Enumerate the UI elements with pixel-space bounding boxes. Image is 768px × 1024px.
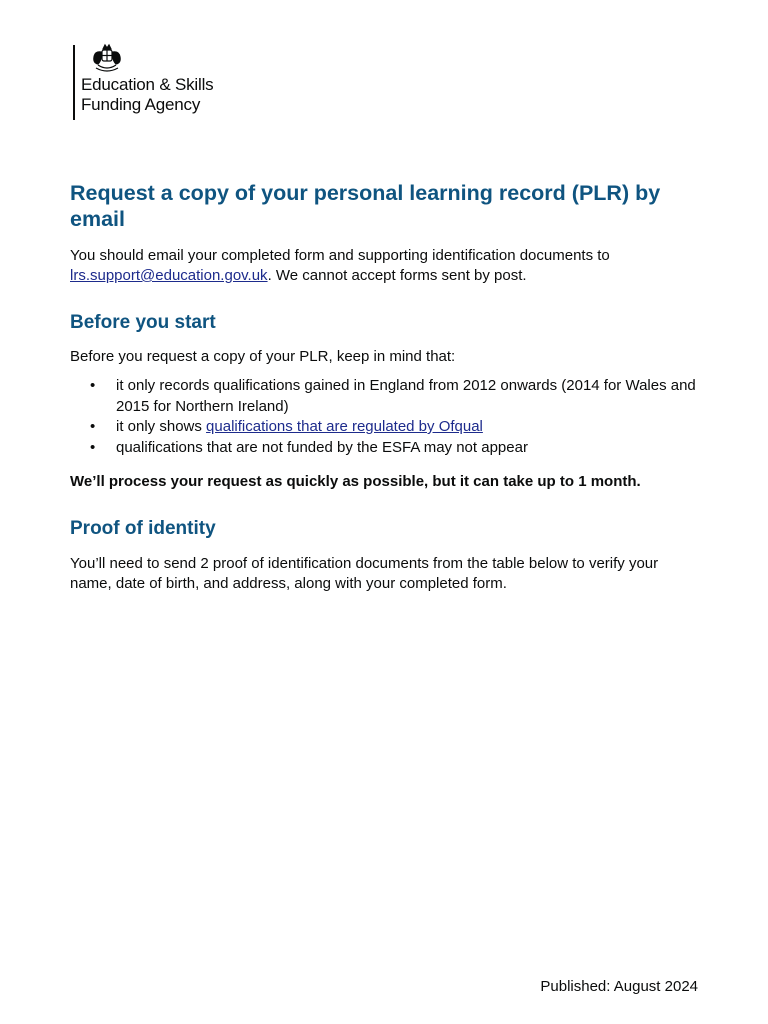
before-you-start-lead: Before you request a copy of your PLR, keep in mind that: [70,348,456,365]
bullet-text: it only shows [116,418,207,435]
processing-time-note: We’ll process your request as quickly as possible, but it can take up to 1 month. [70,473,641,490]
proof-of-identity-text: You’ll need to send 2 proof of identification documents from the table below to verify your name, date of birth, and address, along with your completed form. [70,555,659,592]
list-item [70,376,700,417]
bullet-text: it only records qualifications gained in England from 2012 onwards (2014 for Wales and 2015 for Northern Ireland) [116,377,696,415]
logo-text-line-2: Funding Agency [81,95,201,114]
proof-of-identity-heading: Proof of identity [70,518,216,539]
ofqual-qualifications-link[interactable]: qualifications that are regulated by Ofqual [206,418,483,435]
logo-text-line-1: Education & Skills [81,75,214,94]
intro-text-before: You should email your completed form and supporting identification documents to [70,247,610,264]
bullet-icon: • [90,377,96,394]
support-email-link[interactable]: lrs.support@education.gov.uk [70,267,268,284]
logo-rule [73,45,75,120]
bullet-icon: • [90,418,96,435]
page-title: Request a copy of your personal learning record (PLR) by email [70,181,661,231]
royal-crest-icon [89,43,125,75]
bullet-text: qualifications that are not funded by the ESFA may not appear [116,438,528,456]
published-date: Published: August 2024 [540,978,698,995]
before-you-start-list [70,376,700,458]
bullet-icon: • [90,438,96,456]
list-item [70,417,700,438]
esfa-logo [73,43,213,120]
intro-paragraph [70,246,710,286]
intro-text-after: . We cannot accept forms sent by post. [267,267,527,284]
before-you-start-heading: Before you start [70,312,216,333]
list-item [70,438,700,459]
